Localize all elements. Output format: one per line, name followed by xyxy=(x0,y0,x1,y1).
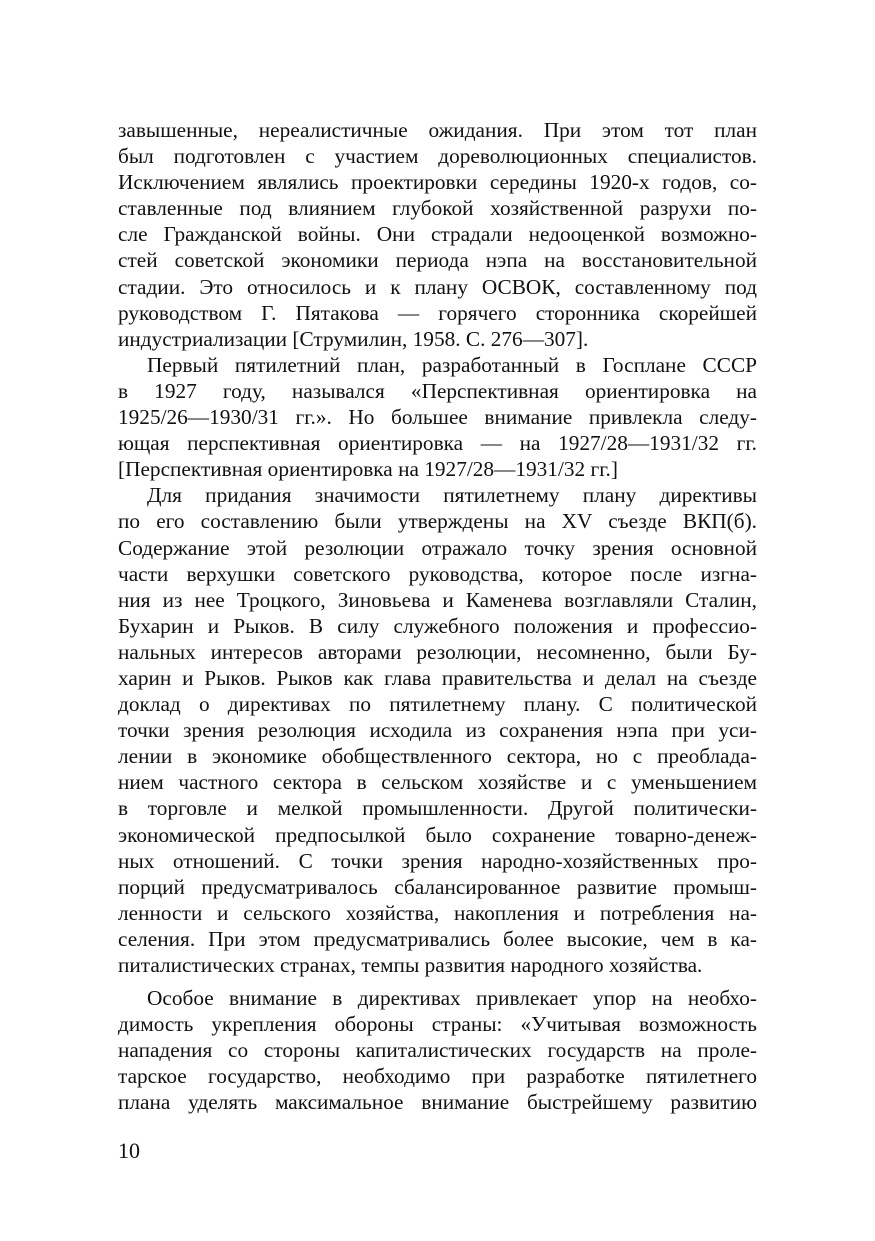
text-line: индустриализации [Струмилин, 1958. С. 276—307]. xyxy=(118,326,589,351)
text-line: доклад о директивах по пятилетнему плану. С политической xyxy=(118,692,757,717)
text-line: ставленные под влиянием глубокой хозяйственной разрухи по- xyxy=(118,196,757,221)
text-line: нальных интересов авторами резолюции, несомненно, были Бу- xyxy=(118,639,757,664)
text-line: нием частного сектора в сельском хозяйстве и с уменьшением xyxy=(118,770,757,795)
text-line: точки зрения резолюция исходила из сохранения нэпа при уси- xyxy=(118,718,757,743)
text-line: стей советской экономики периода нэпа на восстановительной xyxy=(118,248,757,273)
text-line: завышенные, нереалистичные ожидания. При этом тот план xyxy=(118,118,757,142)
text-line: руководством Г. Пятакова — горячего сторонника скорейшей xyxy=(118,300,757,325)
text-line: ных отношений. С точки зрения народно-хозяйственных про- xyxy=(118,848,757,873)
text-line: 1925/26—1930/31 гг.». Но большее внимание привлекла следу- xyxy=(118,405,757,430)
text-line: ния из нее Троцкого, Зиновьева и Каменева возглавляли Сталин, xyxy=(118,587,757,612)
text-line: [Перспективная ориентировка на 1927/28—1931/32 гг.] xyxy=(118,457,618,482)
text-line: питалистических странах, темпы развития народного хозяйства. xyxy=(118,953,703,977)
text-line: по его составлению были утверждены на XV съезде ВКП(б). xyxy=(118,509,757,534)
text-line: сле Гражданской войны. Они страдали недооценкой возможно- xyxy=(118,222,757,247)
body-text xyxy=(118,117,757,1116)
text-line: ющая перспективная ориентировка — на 1927/28—1931/32 гг. xyxy=(118,431,757,456)
text-line: димость укрепления обороны страны: «Учитывая возможность xyxy=(118,1012,757,1037)
text-line: стадии. Это относилось и к плану ОСВОК, составленному под xyxy=(118,274,757,299)
paragraph-2 xyxy=(118,352,757,482)
text-line: Для придания значимости пятилетнему плану директивы xyxy=(147,483,757,508)
text-line: части верхушки советского руководства, которое после изгна- xyxy=(118,561,757,586)
text-line: в 1927 году, назывался «Перспективная ориентировка на xyxy=(118,378,757,403)
paragraph-4 xyxy=(118,985,757,1115)
text-line: лении в экономике обобществленного сектора, но с преоблада- xyxy=(118,744,757,769)
text-line: плана уделять максимальное внимание быстрейшему развитию xyxy=(118,1090,757,1115)
text-line: ленности и сельского хозяйства, накопления и потребления на- xyxy=(118,900,757,925)
text-line: Содержание этой резолюции отражало точку зрения основной xyxy=(118,535,757,560)
text-line: Бухарин и Рыков. В силу служебного положения и профессио- xyxy=(118,613,757,638)
text-line: селения. При этом предусматривались более высокие, чем в ка- xyxy=(118,926,757,951)
text-line: экономической предпосылкой было сохранение товарно-денеж- xyxy=(118,822,757,847)
page-number: 10 xyxy=(118,1138,140,1163)
text-line: харин и Рыков. Рыков как глава правительства и делал на съезде xyxy=(118,665,757,690)
paragraph-3 xyxy=(118,482,757,978)
text-line: порций предусматривалось сбалансированное развитие промыш- xyxy=(118,874,757,899)
text-line: в торговле и мелкой промышленности. Другой политически- xyxy=(118,796,757,821)
text-line: нападения со стороны капиталистических государств на проле- xyxy=(118,1038,757,1063)
text-line: Первый пятилетний план, разработанный в Госплане СССР xyxy=(147,352,757,377)
text-line: Особое внимание в директивах привлекает упор на необхо- xyxy=(147,986,757,1011)
paragraph-1 xyxy=(118,117,757,352)
text-line: Исключением являлись проектировки середины 1920-х годов, со- xyxy=(118,170,757,195)
text-line: был подготовлен с участием дореволюционных специалистов. xyxy=(118,144,757,169)
text-line: тарское государство, необходимо при разработке пятилетнего xyxy=(118,1064,757,1089)
